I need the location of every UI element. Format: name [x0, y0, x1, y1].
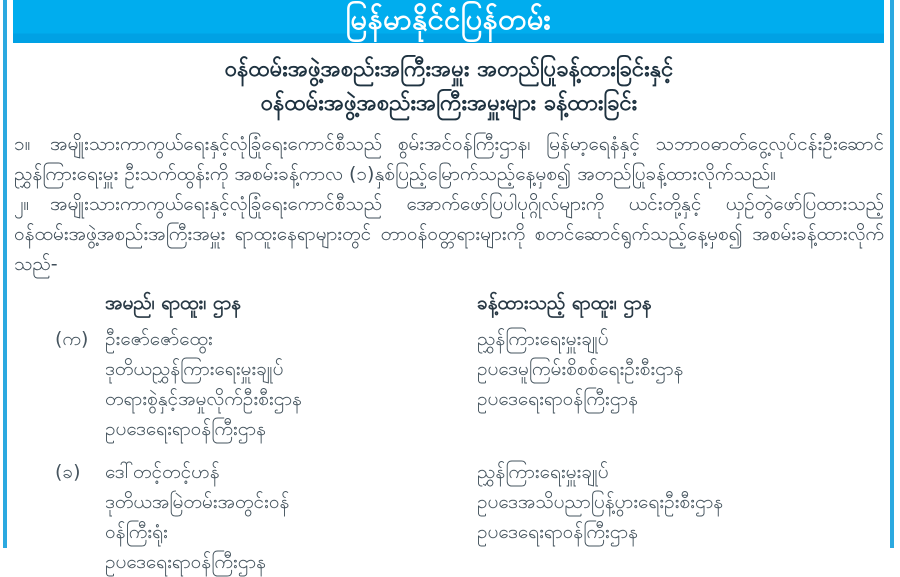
person-name: ဦးဇော်ဇော်ထွေး [105, 328, 213, 350]
table-row [14, 324, 884, 444]
current-department: တရားစွဲနှင့်အမှုလိုက်ဦးစီးဌာန [105, 388, 302, 410]
paragraph-1-text: အမျိုးသားကာကွယ်ရေးနှင့်လုံခြုံရေးကောင်စီသည် စွမ်းအင်ဝန်ကြီးဌာန၊ မြန်မာ့ရေနံနှင့် သဘာဝဓာတ်ငွေ့လုပ်ငန်းဦးဆောင် ညွှန်ကြားရေးမှူး ဦးသက်ထွန်းကို အစမ်းခန့်ကာလ (၁)နှစ်ပြည့်မြောက်သည့်နေ့မှစ၍ အတည်ပြုခန့်ထားလိုက်သည်။ [14, 133, 884, 185]
gazette-banner [13, 0, 884, 43]
right-page-border [890, 0, 894, 548]
header-spacer [55, 288, 105, 318]
paragraph-1 [14, 129, 884, 189]
document-heading-line1: ဝန်ထမ်းအဖွဲ့အစည်းအကြီးအမှူး အတည်ပြုခန့်ထားခြင်းနှင့် [224, 57, 674, 82]
appointed-ministry: ဥပဒေရေးရာဝန်ကြီးဌာန [477, 388, 638, 410]
current-ministry: ဥပဒေရေးရာဝန်ကြီးဌာန [105, 418, 266, 440]
row-ka-right-cell [477, 324, 884, 444]
row-kha-left-cell [105, 457, 477, 577]
paragraph-2-text: အမျိုးသားကာကွယ်ရေးနှင့်လုံခြုံရေးကောင်စီသည် အောက်ဖော်ပြပါပုဂ္ဂိုလ်များကို ယင်းတို့နှင့် ယှဉ်တွဲဖော်ပြထားသည့် ဝန်ထမ်းအဖွဲ့အစည်းအကြီးအမှူး ရာထူးနေရာများတွင် တာဝန်ဝတ္တရားများကို စတင်ဆောင်ရွက်သည့်နေ့မှစ၍ အစမ်းခန့်ထားလိုက်သည်- [14, 193, 884, 275]
table-row [14, 457, 884, 577]
gazette-title: မြန်မာနိုင်ငံပြန်တမ်း [345, 2, 552, 36]
appointed-department: ဥပဒေမူကြမ်းစိစစ်ရေးဦးစီးဌာန [477, 358, 684, 380]
appointed-ministry: ဥပဒေရေးရာဝန်ကြီးဌာန [477, 521, 638, 543]
current-position: ဒုတိယညွှန်ကြားရေးမှူးချုပ် [105, 358, 284, 380]
paragraph-2 [14, 189, 884, 279]
row-ka-left-cell [105, 324, 477, 444]
appointed-position: ညွှန်ကြားရေးမှူးချုပ် [477, 461, 609, 483]
row-label-kha: (ခ) [55, 461, 81, 483]
current-ministry: ဥပဒေရေးရာဝန်ကြီးဌာန [105, 551, 266, 573]
current-position: ဒုတိယအမြဲတမ်းအတွင်းဝန် [105, 491, 290, 513]
column-header-name-position-dept: အမည်၊ ရာထူး၊ ဌာန [105, 292, 242, 314]
left-page-border [3, 0, 7, 548]
row-label-ka: (က) [55, 328, 89, 350]
paragraph-1-number: ၁။ [14, 133, 31, 155]
paragraph-2-number: ၂။ [14, 193, 30, 215]
document-heading-line2: ဝန်ထမ်းအဖွဲ့အစည်းအကြီးအမှူးများ ခန့်ထားခြင်း [260, 91, 638, 116]
appointed-department: ဥပဒေအသိပညာပြန့်ပွားရေးဦးစီးဌာန [477, 491, 724, 513]
current-department: ဝန်ကြီးရုံး [105, 521, 168, 543]
document-content [14, 43, 884, 577]
person-name: ဒေါ်တင့်တင့်ဟန် [105, 461, 220, 483]
appointment-table-headers [14, 288, 884, 318]
row-kha-right-cell [477, 457, 884, 577]
appointed-position: ညွှန်ကြားရေးမှူးချုပ် [477, 328, 609, 350]
column-header-appointed-position-dept: ခန့်ထားသည့် ရာထူး၊ ဌာန [477, 292, 652, 314]
